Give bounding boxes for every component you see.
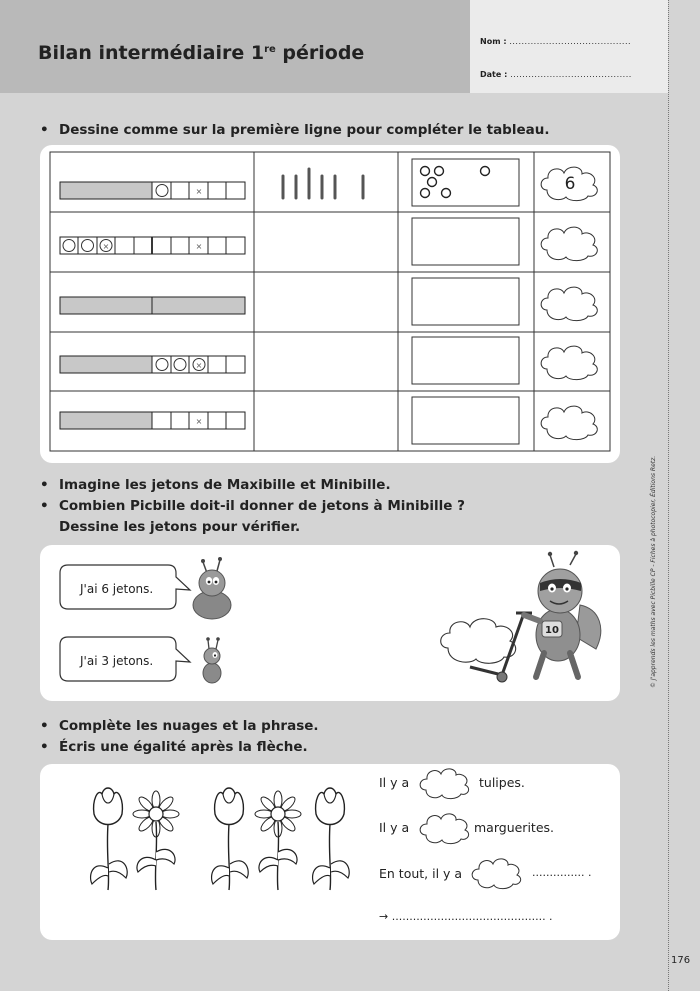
- line2-prefix: Il y a: [379, 820, 410, 835]
- tally-marks-example: [283, 169, 363, 198]
- svg-text:×: ×: [195, 361, 203, 370]
- tulip-1: [91, 788, 128, 890]
- counting-table: [40, 145, 620, 463]
- line1-suffix: tulipes.: [479, 775, 525, 790]
- equality-line[interactable]: → ............................................ .: [379, 910, 553, 923]
- cloud-answer-tulips[interactable]: [420, 769, 469, 799]
- number-strip-row-1: [60, 182, 245, 199]
- example-count: 6: [564, 174, 576, 194]
- cloud-answer-4[interactable]: [541, 346, 597, 380]
- exercise-2-instruction-2: • Combien Picbille doit-il donner de jetons à Minibille ?: [40, 498, 465, 514]
- line2-suffix: marguerites.: [474, 820, 554, 835]
- number-strip-row-4: [60, 356, 245, 373]
- table-panel: [40, 145, 620, 463]
- bubble-text-maxibille: J'ai 6 jetons.: [80, 582, 154, 596]
- tulip-3: [313, 788, 350, 890]
- total-blank[interactable]: ............... .: [532, 866, 592, 879]
- svg-text:×: ×: [195, 187, 203, 196]
- maxibille-character: [193, 557, 231, 619]
- exercise-1-instruction: • Dessine comme sur la première ligne pour compléter le tableau.: [40, 122, 550, 138]
- cloud-answer-5[interactable]: [541, 406, 597, 440]
- cloud-answer-total[interactable]: [472, 859, 521, 889]
- minibille-character: [203, 637, 221, 683]
- line1-prefix: Il y a: [379, 775, 410, 790]
- characters-illustration: [40, 545, 620, 701]
- svg-text:×: ×: [195, 242, 203, 251]
- exercise-3-instruction-1: • Complète les nuages et la phrase.: [40, 718, 319, 734]
- number-strip-row-2: [60, 237, 245, 254]
- daisy-1: [133, 791, 179, 890]
- flowers-panel: [40, 764, 620, 940]
- nom-field[interactable]: Nom : ........................................: [480, 37, 632, 46]
- header-band: [0, 0, 470, 93]
- svg-text:×: ×: [195, 417, 203, 426]
- bubble-text-minibille: J'ai 3 jetons.: [80, 654, 154, 668]
- dot-frame-answer-5[interactable]: [412, 397, 519, 444]
- date-field[interactable]: Date : ........................................: [480, 70, 632, 79]
- number-strip-row-5: [60, 412, 245, 429]
- characters-panel: [40, 545, 620, 701]
- copyright-notice: © J'apprends les maths avec Picbille CP - Fiches à photocopier, Éditions Retz.: [650, 455, 657, 688]
- exercise-2-instruction-1: • Imagine les jetons de Maxibille et Minibille.: [40, 477, 391, 493]
- page-title: Bilan intermédiaire 1re période: [38, 42, 365, 64]
- dot-frame-answer-4[interactable]: [412, 337, 519, 384]
- exercise-2-instruction-3: Dessine les jetons pour vérifier.: [59, 519, 301, 535]
- cloud-answer-daisies[interactable]: [420, 814, 469, 844]
- svg-text:×: ×: [102, 242, 110, 251]
- daisy-2: [255, 791, 301, 890]
- name-date-box: [470, 0, 668, 93]
- tulip-2: [212, 788, 249, 890]
- page-number: 176: [671, 955, 691, 966]
- number-strip-row-3: [60, 297, 245, 314]
- cut-line: [668, 0, 669, 991]
- dot-frame-answer-3[interactable]: [412, 278, 519, 325]
- dot-frame-example: [412, 159, 519, 206]
- picbille-badge: 10: [545, 625, 559, 636]
- cloud-answer-2[interactable]: [541, 227, 597, 261]
- line3-prefix: En tout, il y a: [379, 866, 463, 881]
- cloud-answer-picbille[interactable]: [441, 619, 516, 664]
- exercise-3-instruction-2: • Écris une égalité après la flèche.: [40, 739, 308, 755]
- cloud-answer-3[interactable]: [541, 287, 597, 321]
- dot-frame-answer-2[interactable]: [412, 218, 519, 265]
